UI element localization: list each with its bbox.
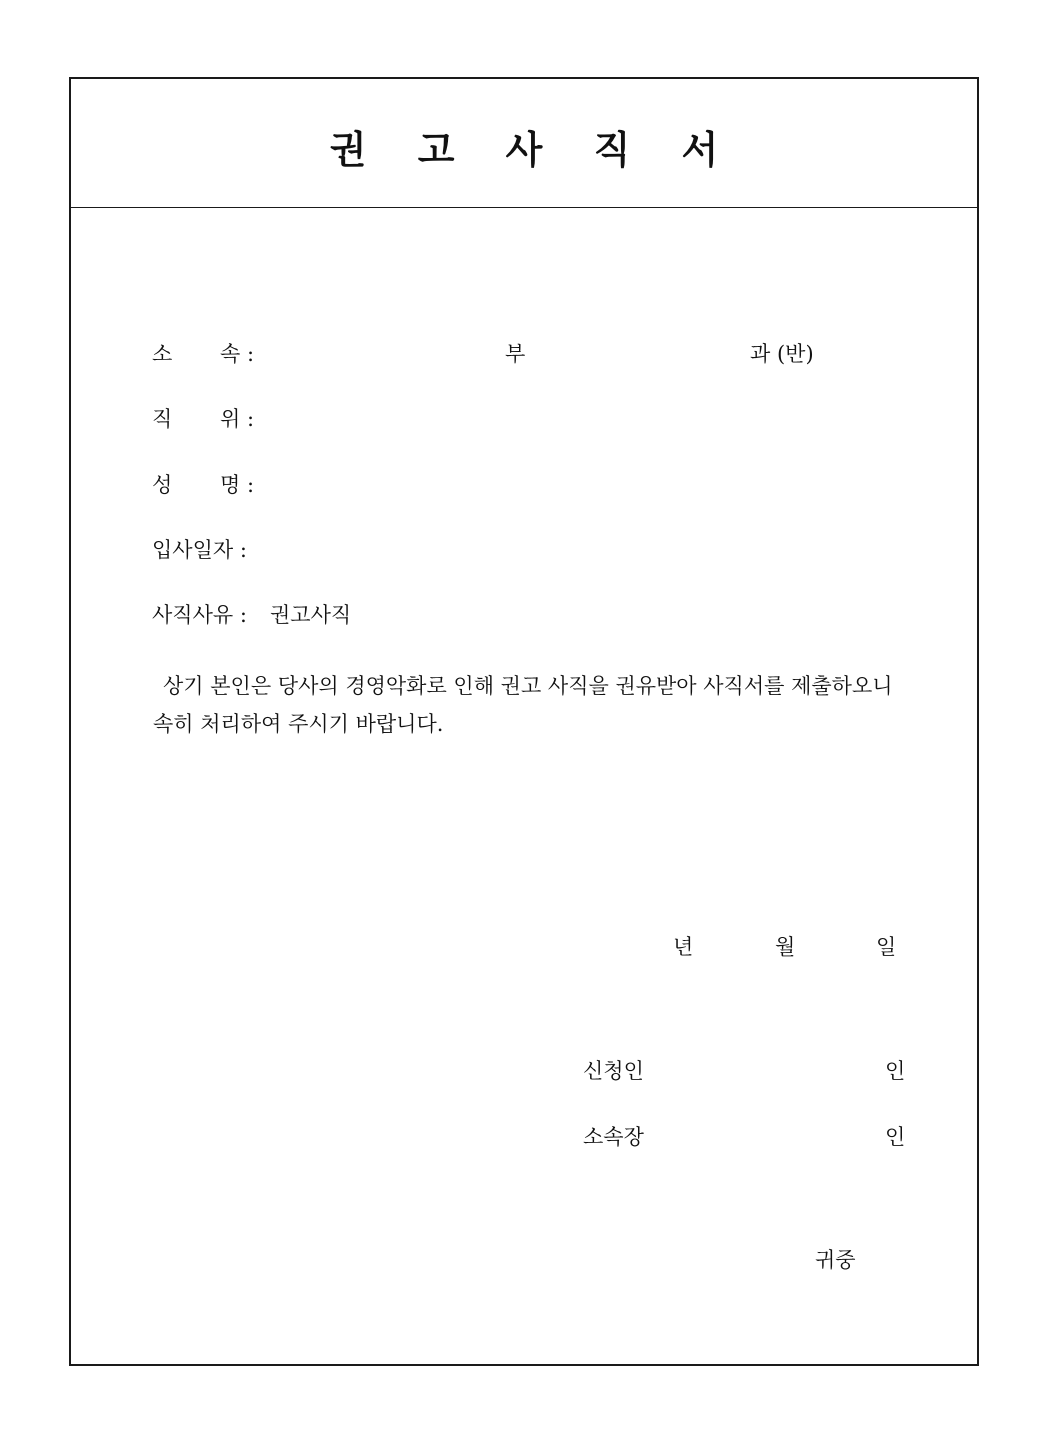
date-year: 년 xyxy=(673,935,694,959)
supervisor-seal: 인 xyxy=(885,1125,906,1149)
department-suffix: 부 xyxy=(505,342,526,366)
applicant-seal: 인 xyxy=(885,1059,906,1083)
date-month: 월 xyxy=(775,935,796,959)
hire-date-label: 입사일자 : xyxy=(152,538,247,562)
position-label-a: 직 xyxy=(152,407,173,431)
position-label-b: 위 : xyxy=(220,407,255,431)
supervisor-label: 소속장 xyxy=(583,1125,644,1149)
body-line-1: 상기 본인은 당사의 경영악화로 인해 권고 사직을 권유받아 사직서를 제출하오니 xyxy=(163,674,893,698)
document-frame xyxy=(69,77,979,1366)
closing-honorific: 귀중 xyxy=(815,1248,856,1272)
date-day: 일 xyxy=(876,935,897,959)
title-row xyxy=(71,79,977,208)
body-paragraph xyxy=(153,667,973,743)
name-label-a: 성 xyxy=(152,473,173,497)
reason-value: 권고사직 xyxy=(270,603,352,627)
body-line-2: 속히 처리하여 주시기 바랍니다. xyxy=(153,712,444,736)
section-suffix: 과 (반) xyxy=(750,342,814,366)
affiliation-label-b: 속 : xyxy=(220,342,255,366)
document-title: 권 고 사 직 서 xyxy=(329,128,738,172)
affiliation-label-a: 소 xyxy=(152,342,173,366)
name-label-b: 명 : xyxy=(220,473,255,497)
applicant-label: 신청인 xyxy=(583,1059,644,1083)
reason-label: 사직사유 : xyxy=(152,603,247,627)
